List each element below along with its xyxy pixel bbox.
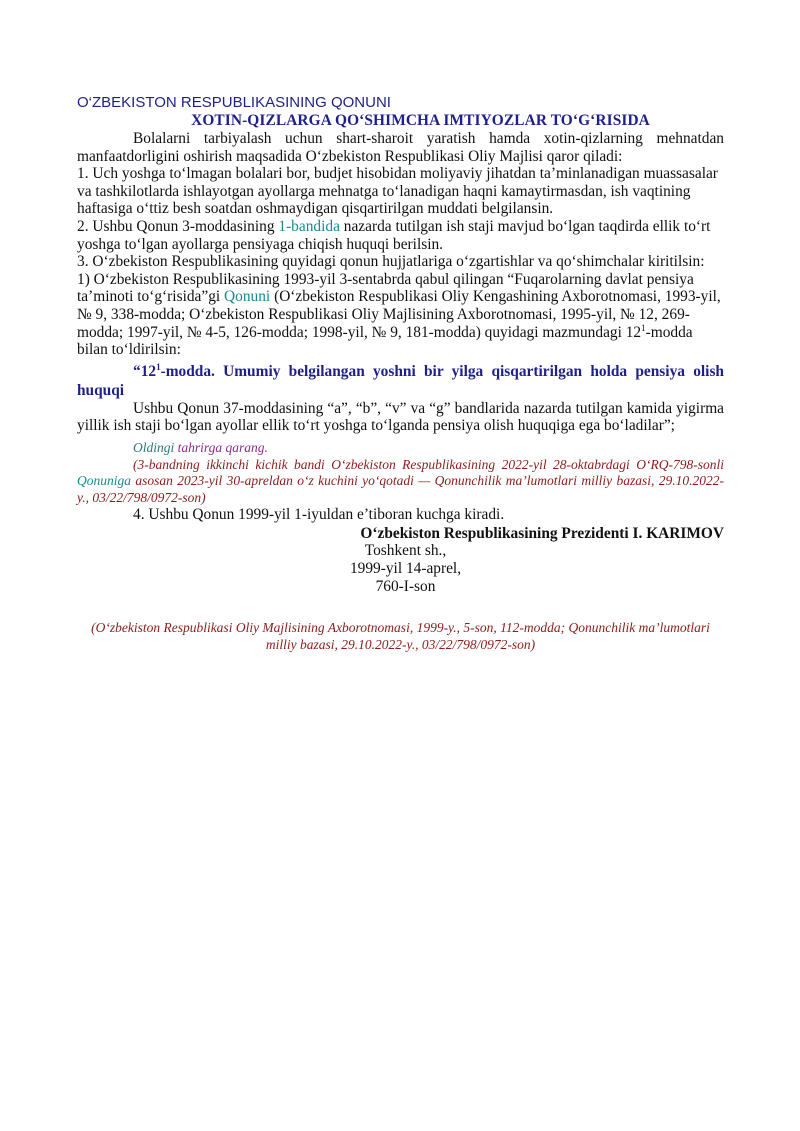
president-signature: O‘zbekiston Respublikasining Prezidenti I. KARIMOV <box>360 524 724 542</box>
item-1-text-before: 1) O‘zbekiston Respublikasining 1993-yil 3-sentabrda qabul qilingan “Fuqarolarning davlat pensiya ta’minoti to‘g‘risida”gi <box>77 270 694 306</box>
article-2 <box>77 218 724 253</box>
law-number: 760-I-son <box>375 578 436 596</box>
amendment-note <box>77 457 724 507</box>
amending-law-link[interactable]: Qonuniga <box>77 473 131 489</box>
article-3: 3. O‘zbekiston Respublikasining quyidagi qonun hujjatlariga o‘zgartishlar va qo‘shimchalar kiritilsin: <box>77 253 705 271</box>
article-2-text-before: 2. Ushbu Qonun 3-moddasining <box>77 217 279 235</box>
item-1-text-after: (O‘zbekiston Respublikasi Oliy Kengashining Axborotnomasi, 1993-yil, № 9, 338-modda; O‘zbekiston Respublikasi Oliy Majlisining Axborotnomasi, 1995-yil, № 12, 269-modda; 1997-yil, № 4-5, 126-modda; 1998-yil, № 9, 181-modda) quyidagi mazmundagi 12 <box>77 288 721 341</box>
previous-edition-link[interactable]: Oldingi <box>133 439 175 455</box>
previous-edition-text: tahrirga qarang. <box>174 439 268 455</box>
article-2-text-after: nazarda tutilgan ish staji mavjud bo‘lgan taqdirda ellik to‘rt yoshga to‘lgan ayollarga pensiyaga chiqish huquqi berilsin. <box>77 217 711 253</box>
pension-law-link[interactable]: Qonuni <box>224 288 271 306</box>
previous-edition-note <box>77 439 724 457</box>
place-and-date <box>77 542 724 595</box>
article-1: 1. Uch yoshga to‘lmagan bolalari bor, budjet hisobidan moliyaviy jihatdan ta’minlanadigan muassasalar va tashkilotlarda ishlayotgan ayollarga mehnatga to‘lanadigan haqni kamaytirmasdan, ish vaqtining haftasiga o‘ttiz besh soatdan oshmaydigan qisqartirilgan muddati belgilansin. <box>77 165 718 218</box>
amendment-note-before: (3-bandning ikkinchi kichik bandi O‘zbekiston Respublikasining 2022-yil 28-oktabrdagi O‘RQ-798-sonli <box>133 456 724 472</box>
article-4: 4. Ushbu Qonun 1999-yil 1-iyuldan e’tiboran kuchga kiradi. <box>133 506 505 524</box>
amendment-note-after: asosan 2023-yil 30-apreldan o‘z kuchini yo‘qotadi — Qonunchilik ma’lumotlari milliy bazasi, 29.10.2022-y., 03/22/798/0972-son) <box>77 473 724 505</box>
article-12-1-title: -modda. Umumiy belgilangan yoshni bir yilga qisqartirilgan holda pensiya olish huquqi <box>77 362 724 399</box>
law-type-heading: O‘ZBEKISTON RESPUBLIKASINING QONUNI <box>77 94 391 111</box>
law-title: XOTIN-QIZLARGA QO‘SHIMCHA IMTIYOZLAR TO‘G‘RISIDA <box>191 112 650 129</box>
article-12-1-open: “12 <box>133 362 157 380</box>
article-3-item-1-link[interactable]: 1-bandida <box>278 217 340 235</box>
article-12-1-heading <box>77 362 724 400</box>
publication-source: (O‘zbekiston Respublikasi Oliy Majlisining Axborotnomasi, 1999-y., 5-son, 112-modda; Qonunchilik ma’lumotlari milliy bazasi, 29.10.2022-y., 03/22/798/0972-son) <box>91 619 710 652</box>
item-1-tail: -modda bilan to‘ldirilsin: <box>77 323 693 359</box>
article-12-1-superscript: 1 <box>156 361 161 372</box>
article-3-item-1 <box>77 271 724 359</box>
place-city: Toshkent sh., <box>364 542 447 560</box>
article-12-1-body: Ushbu Qonun 37-moddasining “a”, “b”, “v” va “g” bandlarida nazarda tutilgan kamida yigirma yillik ish staji bo‘lgan ayollar ellik to‘rt yoshga to‘lganda pensiya olish huquqiga ega bo‘ladilar”; <box>77 399 724 435</box>
item-1-superscript: 1 <box>641 322 646 333</box>
preamble: Bolalarni tarbiyalash uchun shart-sharoit yaratish hamda xotin-qizlarning mehnatdan manfaatdorligini oshirish maqsadida O‘zbekiston Respublikasi Oliy Majlisi qaror qiladi: <box>77 130 724 165</box>
adoption-date: 1999-yil 14-aprel, <box>349 560 462 578</box>
